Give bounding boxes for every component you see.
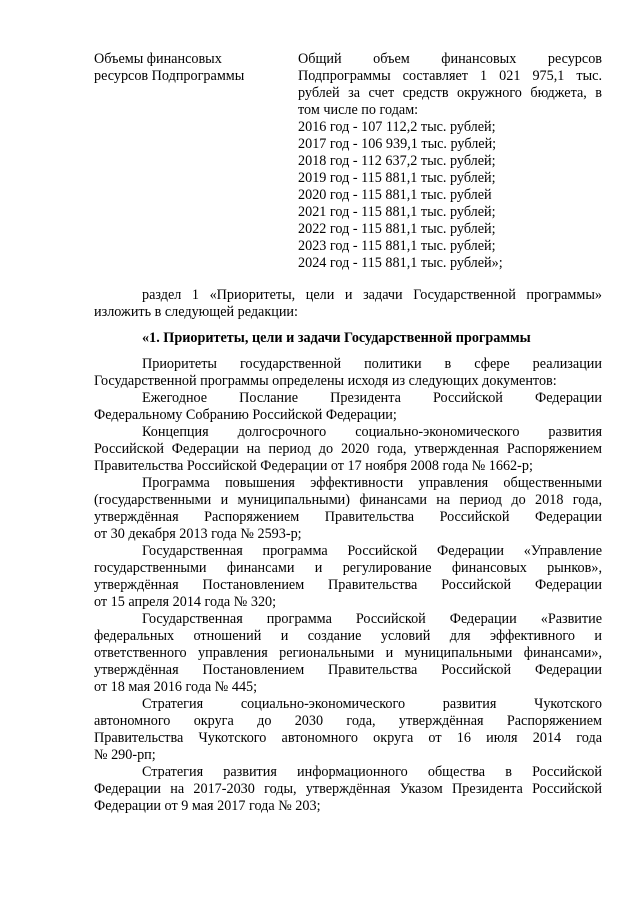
body-line: Стратегия социально-экономического развития Чукотского (142, 696, 602, 712)
table-right-line-10: 2021 год - 115 881,1 тыс. рублей; (298, 204, 496, 220)
table-left-line-2: ресурсов Подпрограммы (94, 68, 245, 84)
body-line: Стратегия развития информационного общества в Российской (142, 764, 602, 780)
body-line: утверждённая Постановлением Правительства Российской Федерации (94, 577, 602, 593)
table-left-line-1: Объемы финансовых (94, 51, 222, 67)
body-line: Программа повышения эффективности управления общественными (142, 475, 602, 491)
table-right-line-12: 2023 год - 115 881,1 тыс. рублей; (298, 238, 496, 254)
body-line: утверждённая Постановлением Правительства Российской Федерации (94, 662, 602, 678)
body-line: от 30 декабря 2013 года № 2593-р; (94, 526, 302, 542)
body-line: Государственной программы определены исходя из следующих документов: (94, 373, 557, 389)
table-right-line-3: рублей за счет средств окружного бюджета, в (298, 85, 602, 101)
body-line: Государственная программа Российской Федерации «Развитие (142, 611, 602, 627)
section-heading: «1. Приоритеты, цели и задачи Государственной программы (142, 330, 531, 346)
table-right-line-7: 2018 год - 112 637,2 тыс. рублей; (298, 153, 496, 169)
table-right-line-8: 2019 год - 115 881,1 тыс. рублей; (298, 170, 496, 186)
body-line: Приоритеты государственной политики в сфере реализации (142, 356, 602, 372)
table-right-line-9: 2020 год - 115 881,1 тыс. рублей (298, 187, 492, 203)
body-line: Федеральному Собранию Российской Федерации; (94, 407, 397, 423)
body-line: ответственного управления региональными и муниципальными финансами», (94, 645, 602, 661)
body-line: Правительства Российской Федерации от 17 ноября 2008 года № 1662-р; (94, 458, 533, 474)
body-line: утверждённая Распоряжением Правительства Российской Федерации (94, 509, 602, 525)
table-right-line-6: 2017 год - 106 939,1 тыс. рублей; (298, 136, 497, 152)
body-line: Федерации на 2017-2030 годы, утверждённая Указом Президента Российской (94, 781, 602, 797)
body-line: Федерации от 9 мая 2017 года № 203; (94, 798, 321, 814)
body-line: государственными финансами и регулирование финансовых рынков», (94, 560, 602, 576)
table-right-line-4: том числе по годам: (298, 102, 419, 118)
body-line: Концепция долгосрочного социально-экономического развития (142, 424, 602, 440)
body-line: (государственными и муниципальными) финансами на период до 2018 года, (94, 492, 602, 508)
table-right-line-2: Подпрограммы составляет 1 021 975,1 тыс. (298, 68, 602, 84)
body-line: Ежегодное Послание Президента Российской Федерации (142, 390, 602, 406)
body-line: от 18 мая 2016 года № 445; (94, 679, 258, 695)
body-line: автономного округа до 2030 года, утверждённая Распоряжением (94, 713, 602, 729)
body-line: федеральных отношений и создание условий для эффективного и (94, 628, 602, 644)
table-right-line-11: 2022 год - 115 881,1 тыс. рублей; (298, 221, 496, 237)
body-line: от 15 апреля 2014 года № 320; (94, 594, 277, 610)
table-right-line-13: 2024 год - 115 881,1 тыс. рублей»; (298, 255, 503, 271)
body-line: Российской Федерации на период до 2020 года, утвержденная Распоряжением (94, 441, 602, 457)
intro-line-2: изложить в следующей редакции: (94, 304, 298, 320)
body-line: Правительства Чукотского автономного округа от 16 июля 2014 года (94, 730, 602, 746)
intro-line-1: раздел 1 «Приоритеты, цели и задачи Государственной программы» (142, 287, 602, 303)
table-right-line-1: Общий объем финансовых ресурсов (298, 51, 602, 67)
body-line: Государственная программа Российской Федерации «Управление (142, 543, 602, 559)
table-right-line-5: 2016 год - 107 112,2 тыс. рублей; (298, 119, 496, 135)
body-line: № 290-рп; (94, 747, 156, 763)
